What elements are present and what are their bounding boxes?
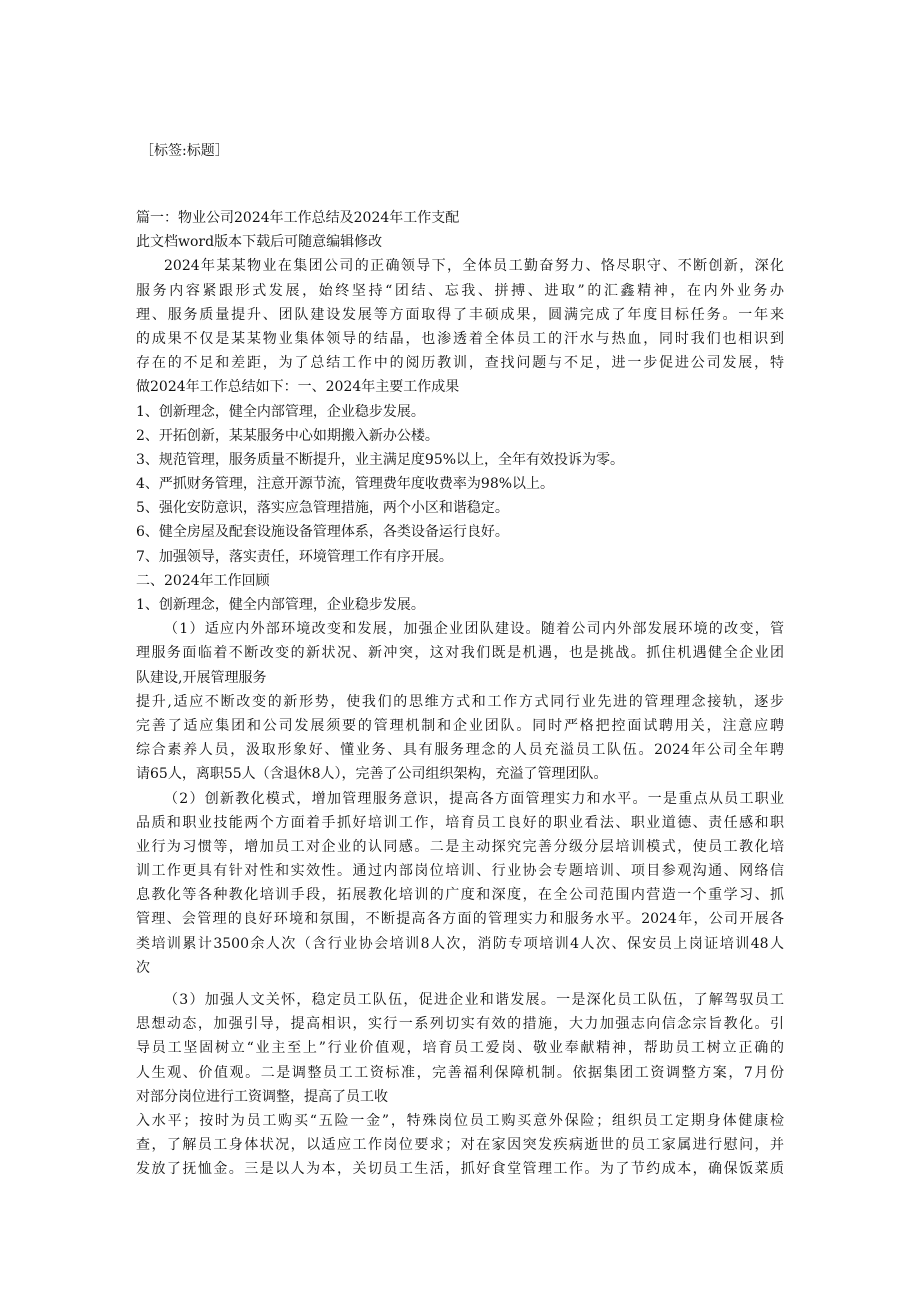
paragraph-line: 人生观、价值观。二是调整员工工资标准，完善福利保障机制。依据集团工资调整方案，7月份 [136,1064,784,1081]
paragraph-line: 训工作更具有针对性和实效性。通过内部岗位培训、行业协会专题培训、项目参观沟通、网络信 [136,863,784,880]
paragraph-2 [136,787,784,981]
paragraph-line: 队建设,开展管理服务 [136,669,267,686]
intro-paragraph [136,254,784,399]
paragraph-line: 查，了解员工身体状况，以适应工作岗位要求；对在家因突发疾病逝世的员工家属进行慰问，并 [136,1137,784,1154]
paragraph-line: 思想动态，加强引导，提高相识，实行一系列切实有效的措施，大力加强志向信念宗旨教化。引 [136,1016,784,1033]
list-item: 1、创新理念，健全内部管理，企业稳步发展。 [136,403,425,420]
list-item: 3、规范管理，服务质量不断提升，业主满足度95%以上，全年有效投诉为零。 [136,451,625,468]
paragraph-line: 品质和职业技能两个方面着手抓好培训工作，培育员工良好的职业看法、职业道德、责任感和职 [136,814,784,831]
paragraph-3-continued [136,1109,784,1182]
achievement-list [136,400,784,569]
paragraph-line: 对部分岗位进行工资调整，提高了员工收 [136,1088,388,1105]
paragraph-line: 存在的不足和差距，为了总结工作中的阅历教训，查找问题与不足，进一步促进公司发展，特 [136,355,784,372]
list-item: 4、严抓财务管理，注意开源节流，管理费年度收费率为98%以上。 [136,476,555,493]
paragraph-line: 理服务面临着不断改变的新状况、新冲突，这对我们既是机遇，也是挑战。抓住机遇健全企业团 [136,645,784,662]
list-item: 6、健全房屋及配套设施设备管理体系，各类设备运行良好。 [136,524,509,541]
paragraph-line: 请65人，离职55人（含退休8人），完善了公司组织架构，充溢了管理团队。 [136,766,608,783]
paragraph-line: 2024年某某物业在集团公司的正确领导下，全体员工勤奋努力、恪尽职守、不断创新，深化 [164,258,784,275]
paragraph-line: 类培训累计3500余人次（含行业协会培训8人次，消防专项培训4人次、保安员上岗证培训48人 [136,935,784,952]
paragraph-line: （1）适应内外部环境改变和发展，加强企业团队建设。随着公司内外部发展环境的改变，管 [164,621,784,638]
paragraph-line: 管理、会管理的良好环境和氛围，不断提高各方面的管理实力和服务水平。2024年，公司开展各 [136,911,784,928]
paragraph-line: 完善了适应集团和公司发展须要的管理机制和企业团队。同时严格把控面试聘用关，注意应聘 [136,717,784,734]
paragraph-1 [136,617,784,690]
document-title: 篇一：物业公司2024年工作总结及2024年工作支配 [136,210,460,226]
paragraph-line: 入水平；按时为员工购买“五险一金”，特殊岗位员工购买意外保险；组织员工定期身体健康检 [136,1112,784,1129]
paragraph-line: 业行为习惯等，增加员工对企业的认同感。二是主动探究完善分级分层培训模式，使员工教化培 [136,838,784,855]
paragraph-line: 息教化等各种教化培训手段，拓展教化培训的广度和深度，在全公司范围内营造一个重学习、抓 [136,887,784,904]
list-item: 2、开拓创新，某某服务中心如期搬入新办公楼。 [136,427,439,444]
paragraph-line: （2）创新教化模式，增加管理服务意识，提高各方面管理实力和水平。一是重点从员工职业 [164,790,784,807]
paragraph-line: 发放了抚恤金。三是以人为本，关切员工生活，抓好食堂管理工作。为了节约成本，确保饭菜质 [136,1161,784,1178]
paragraph-3 [136,988,784,1109]
paragraph-line: 导员工坚固树立“业主至上”行业价值观，培育员工爱岗、敬业奉献精神，帮助员工树立正确的 [136,1040,784,1057]
document-body [136,206,784,1182]
section-item: 1、创新理念，健全内部管理，企业稳步发展。 [136,597,425,613]
tag-label: ［标签:标题］ [140,143,229,159]
paragraph-line: 次 [136,959,150,976]
section-heading: 二、2024年工作回顾 [136,572,270,589]
paragraph-line: 理、服务质量提升、团队建设发展等方面取得了丰硕成果，圆满完成了年度目标任务。一年来 [136,306,784,323]
document-subtitle: 此文档word版本下载后可随意编辑修改 [136,234,383,251]
paragraph-line: 提升,适应不断改变的新形势，使我们的思维方式和工作方式同行业先进的管理理念接轨，逐步 [136,693,784,710]
paragraph-line: 的成果不仅是某某物业集体领导的结晶，也渗透着全体员工的汗水与热血，同时我们也相识到 [136,330,784,347]
list-item: 7、加强领导，落实责任，环境管理工作有序开展。 [136,548,453,565]
paragraph-line: （3）加强人文关怀，稳定员工队伍，促进企业和谐发展。一是深化员工队伍，了解驾驭员工 [164,992,784,1008]
paragraph-line: 做2024年工作总结如下：一、2024年主要工作成果 [136,379,460,396]
paragraph-line: 综合素养人员，汲取形象好、懂业务、具有服务理念的人员充溢员工队伍。2024年公司全年聘 [136,742,784,759]
paragraph-1-continued [136,690,784,787]
list-item: 5、强化安防意识，落实应急管理措施，两个小区和谐稳定。 [136,500,509,517]
paragraph-line: 服务内容紧跟形式发展，始终坚持“团结、忘我、拼搏、进取”的汇鑫精神，在内外业务办 [136,282,784,299]
